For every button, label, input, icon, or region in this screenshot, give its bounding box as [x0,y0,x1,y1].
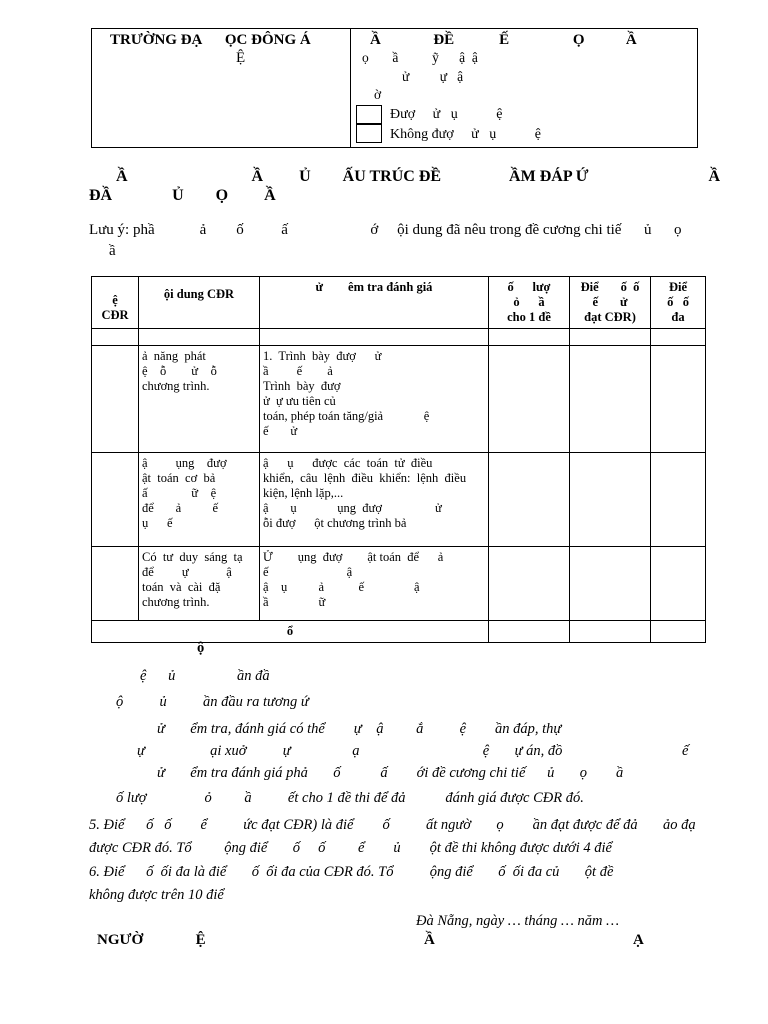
note-item-3-cont: ự ại xuở ự ạ ệ ự án, đồ ế [137,743,689,759]
exam-title: Ầ ĐỀ Ế Ọ Ầ [370,32,637,48]
note-item-3-cont2: ử ểm tra đánh giá phả ố ấ ới đề cương chi tiế ủ ọ ầ [157,765,624,781]
document-title-line1: Ầ Ầ Ủ ẤU TRÚC ĐỀ ẦM ĐÁP Ứ Ầ [116,168,720,185]
note-item-6: 6. Điể ố ối đa là điể ố ối đa của CĐR đó. Tổ ộng điể ố ối đa củ ột đề [89,864,614,880]
header-cdr-code: ệ CĐR [92,277,139,329]
not-allowed-checkbox[interactable] [356,124,382,143]
notes-heading: ộ [197,640,205,656]
header-max-score: Điể ố ố đa [651,277,706,329]
signature-right: Ạ [633,932,644,948]
signature-middle: Ầ [424,932,435,948]
not-allowed-label: Không đượ ử ụ ệ [390,127,541,142]
note-item-3: ử ểm tra, đánh giá có thể ự ậ ắ ệ ần đáp, thự [157,721,562,737]
exam-structure-table [91,276,706,643]
signature-left: NGƯỜ Ệ [97,932,206,948]
row3-content: Có tư duy sáng tạ để ự ậ toán và cài đặ chương trình. [142,550,243,609]
header-divider [350,29,351,147]
row3-assessment: Ử ụng đượ ật toán để ả ế ậ ậ ụ ả ế ậ ầ ữ [263,550,444,609]
table-row [92,346,706,453]
total-label: ổ [286,624,294,638]
header-cdr-content: ội dung CĐR [139,277,260,329]
school-subline: Ệ [236,50,246,66]
note-item-1: ệ ủ ần đầ [140,668,270,684]
exam-subtitle-3: ờ [374,87,382,102]
school-name: TRƯỜNG ĐẠ ỌC ĐÔNG Á [110,32,311,48]
document-title-line2: ĐẦ Ủ Ọ Ầ [89,187,276,204]
header-min-score: Điể ố ố ế ử đạt CĐR) [570,277,651,329]
row2-content: ậ ụng đượ ật toán cơ bả ấ ữ ệ để ả ế ụ ế [142,456,227,530]
exam-subtitle-2: ử ự ậ [402,69,464,84]
allowed-checkbox[interactable] [356,105,382,124]
allowed-label: Đượ ử ụ ệ [390,107,503,122]
note-item-4: ố lượ ỏ ầ ết cho 1 đề thi để đả đánh giá được CĐR đó. [116,790,584,806]
header-question-count: ố lượ ỏ ầ cho 1 đề [489,277,570,329]
note-item-2: ộ ủ ần đầu ra tương ứ [116,694,309,710]
exam-subtitle-1: ọ ầ ỹ ậ ậ [362,50,478,65]
note-item-5: 5. Điể ố ố ể ức đạt CĐR) là điể ố ất ngườ ọ ần đạt được để đả ảo đạ [89,817,696,833]
header-box [91,28,698,148]
table-header-row [92,277,706,329]
note-item-5-cont: được CĐR đó. Tổ ộng điể ố ố ể ủ ột đề thi không được dưới 4 điể [89,840,612,856]
date-line: Đà Nẵng, ngày … tháng … năm … [416,913,620,929]
table-total-row [92,621,706,643]
table-row [92,329,706,346]
row1-assessment: 1. Trình bày đượ ử ầ ế ả Trình bày đượ ử ự ưu tiên củ toán, phép toán tăng/giả ệ ế ử [263,349,430,438]
note-line1: Lưu ý: phầ ả ố ấ ớ ội dung đã nêu trong đề cương chi tiế ủ ọ [89,222,682,238]
row1-content: ả năng phát ệ ỗ ử ỗ chương trình. [142,349,217,393]
table-row [92,453,706,547]
note-line2: ầ [109,243,116,259]
table-row [92,547,706,621]
row2-assessment: ậ ụ được các toán tử điều khiển, câu lệnh điều khiển: lệnh điều kiện, lệnh lặp,... ậ ụ ụng đượ ử ỗi đượ ột chương trình bả [263,456,467,530]
note-item-6-cont: không được trên 10 điể [89,887,224,903]
header-assessment: ử êm tra đánh giá [260,277,489,329]
